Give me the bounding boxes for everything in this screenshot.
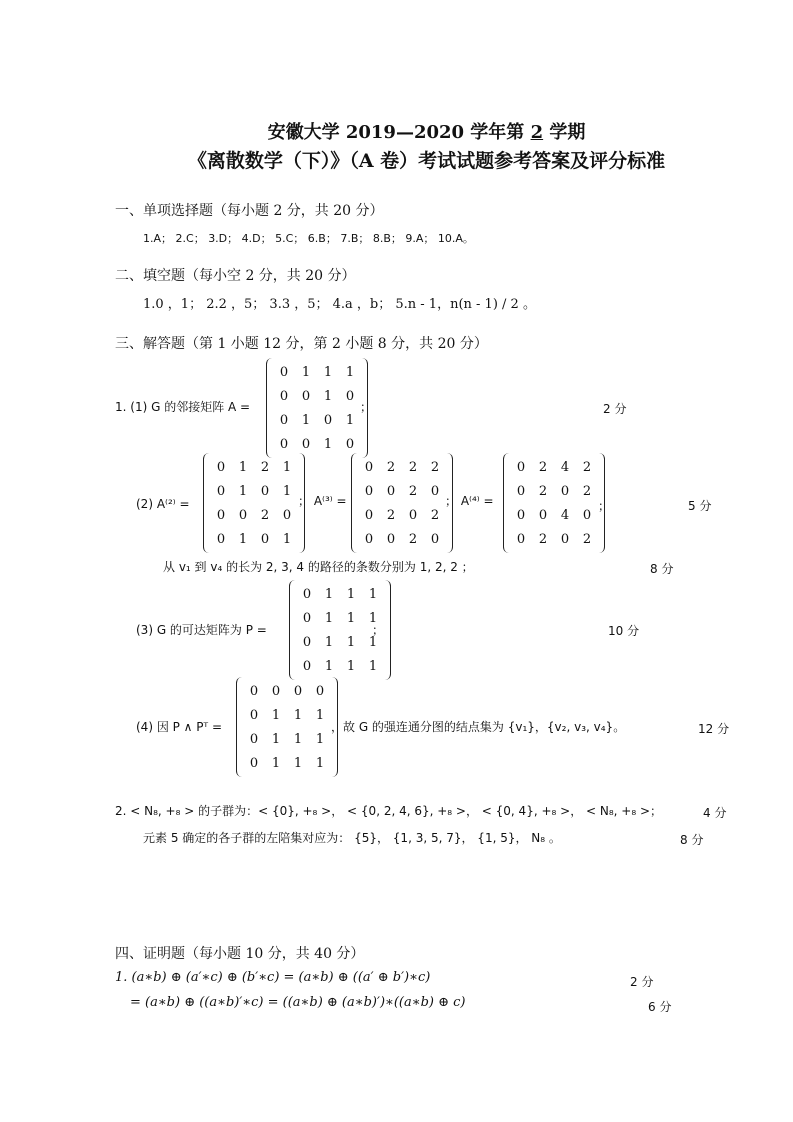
title-suffix: 学期 (549, 122, 586, 143)
matrix-cell: 2 (430, 507, 440, 523)
matrix-cell: 0 (260, 531, 270, 547)
proof-line-1: 1. (a∗b) ⊕ (a′∗c) ⊕ (b′∗c) = (a∗b) ⊕ ((a′ ⊕ b′)∗c) (115, 970, 431, 985)
matrix-cell: 2 (538, 531, 548, 547)
matrix-cell: 1 (315, 755, 325, 771)
q1-2-label4: ； A⁽⁴⁾ = (445, 494, 494, 508)
matrix-cell: 1 (346, 658, 356, 674)
matrix-cell: 0 (516, 483, 526, 499)
matrix-cell: 1 (345, 364, 355, 380)
matrix-cell: 1 (324, 610, 334, 626)
matrix-cell: 2 (260, 507, 270, 523)
matrix-cell: 1 (323, 436, 333, 452)
matrix-cell: 1 (271, 755, 281, 771)
matrix-cell: 1 (238, 531, 248, 547)
matrix-cell: 0 (301, 388, 311, 404)
matrix-cell: 0 (560, 483, 570, 499)
adjacency-matrix (266, 358, 368, 458)
matrix-cell: 0 (302, 658, 312, 674)
matrix-cell: 0 (323, 412, 333, 428)
matrix-cell: 0 (279, 364, 289, 380)
q2-1-score: 4 分 (703, 806, 727, 820)
matrix-cell: 0 (249, 755, 259, 771)
matrix-cell: 2 (408, 459, 418, 475)
q1-2-tail: ； (598, 499, 611, 513)
matrix-cell: 1 (346, 610, 356, 626)
matrix-cell: 2 (582, 531, 592, 547)
title-prefix: 安徽大学 2019—2020 学年第 (267, 122, 525, 143)
matrix-cell: 0 (249, 707, 259, 723)
matrix-cell: 2 (538, 459, 548, 475)
matrix-cell: 0 (516, 459, 526, 475)
matrix-cell: 1 (368, 658, 378, 674)
matrix-cell: 0 (430, 531, 440, 547)
q1-4-score: 12 分 (698, 722, 730, 736)
q1-3-tail: ； (372, 623, 385, 637)
matrix-cell: 2 (408, 483, 418, 499)
matrix-cell: 4 (560, 507, 570, 523)
matrix-cell: 0 (260, 483, 270, 499)
matrix-cell: 0 (216, 531, 226, 547)
matrix-a4 (503, 453, 605, 553)
section2-heading: 二、填空题（每小空 2 分，共 20 分） (115, 268, 356, 284)
section1-heading: 一、单项选择题（每小题 2 分，共 20 分） (115, 203, 384, 219)
matrix-cell: 2 (386, 459, 396, 475)
matrix-cell: 0 (293, 683, 303, 699)
q1-4-label: (4) 因 P ∧ Pᵀ = (136, 720, 222, 734)
matrix-cell: 1 (282, 459, 292, 475)
title-term: 2 (530, 122, 544, 143)
matrix-cell: 1 (346, 634, 356, 650)
matrix-cell: 1 (238, 483, 248, 499)
matrix-cell: 0 (249, 683, 259, 699)
matrix-cell: 0 (386, 483, 396, 499)
section3-heading: 三、解答题（第 1 小题 12 分，第 2 小题 8 分，共 20 分） (115, 336, 488, 352)
matrix-cell: 1 (323, 388, 333, 404)
matrix-cell: 0 (249, 731, 259, 747)
q2-cosets: 元素 5 确定的各子群的左陪集对应为： {5}， {1, 3, 5, 7}， {1, 5}， N₈ 。 (143, 831, 561, 845)
matrix-a3 (351, 453, 453, 553)
q1-3-label: (3) G 的可达矩阵为 P = (136, 623, 267, 637)
matrix-cell: 0 (279, 436, 289, 452)
matrix-cell: 1 (301, 364, 311, 380)
matrix-cell: 1 (324, 658, 334, 674)
q1-2b-score: 8 分 (650, 562, 674, 576)
q2-2-score: 8 分 (680, 833, 704, 847)
matrix-cell: 2 (430, 459, 440, 475)
matrix-cell: 1 (315, 731, 325, 747)
matrix-cell: 1 (346, 586, 356, 602)
matrix-cell: 1 (368, 610, 378, 626)
matrix-cell: 0 (216, 483, 226, 499)
matrix-cell: 0 (271, 683, 281, 699)
matrix-cell: 1 (324, 634, 334, 650)
matrix-cell: 1 (293, 755, 303, 771)
matrix-cell: 0 (582, 507, 592, 523)
matrix-cell: 0 (345, 436, 355, 452)
matrix-cell: 2 (582, 459, 592, 475)
matrix-cell: 0 (364, 507, 374, 523)
matrix-cell: 0 (238, 507, 248, 523)
matrix-cell: 0 (516, 531, 526, 547)
matrix-cell: 2 (260, 459, 270, 475)
matrix-cell: 1 (282, 531, 292, 547)
matrix-cell: 0 (408, 507, 418, 523)
matrix-cell: 1 (323, 364, 333, 380)
matrix-cell: 1 (293, 707, 303, 723)
matrix-cell: 0 (302, 634, 312, 650)
matrix-cell: 0 (345, 388, 355, 404)
section1-answers: 1.A； 2.C； 3.D； 4.D； 5.C； 6.B； 7.B； 8.B； 9.A； 10.A。 (143, 232, 474, 245)
matrix-cell: 1 (238, 459, 248, 475)
q1-4-tail: ，故 G 的强连通分图的结点集为 {v₁}，{v₂, v₃, v₄}。 (331, 720, 626, 734)
matrix-cell: 0 (282, 507, 292, 523)
matrix-cell: 0 (302, 586, 312, 602)
matrix-cell: 0 (216, 459, 226, 475)
matrix-cell: 1 (324, 586, 334, 602)
matrix-cell: 0 (364, 459, 374, 475)
matrix-cell: 2 (386, 507, 396, 523)
q1-1-label: 1. (1) G 的邻接矩阵 A = (115, 400, 251, 414)
q1-3-score: 10 分 (608, 624, 640, 638)
matrix-cell: 1 (271, 731, 281, 747)
matrix-cell: 0 (516, 507, 526, 523)
section2-answers: 1.0 ，1； 2.2 ，5； 3.3 ，5； 4.a ，b； 5.n - 1，n(n - 1) / 2 。 (143, 297, 536, 312)
matrix-cell: 2 (408, 531, 418, 547)
matrix-cell: 0 (538, 507, 548, 523)
matrix-cell: 0 (279, 412, 289, 428)
matrix-cell: 1 (271, 707, 281, 723)
matrix-cell: 0 (301, 436, 311, 452)
matrix-cell: 0 (430, 483, 440, 499)
p-and-pt-matrix (236, 677, 338, 777)
matrix-cell: 1 (368, 586, 378, 602)
matrix-cell: 4 (560, 459, 570, 475)
matrix-cell: 0 (560, 531, 570, 547)
q1-2-score: 5 分 (688, 499, 712, 513)
matrix-cell: 1 (368, 634, 378, 650)
matrix-cell: 0 (279, 388, 289, 404)
q1-1-tail: ； (360, 400, 373, 414)
section4-heading: 四、证明题（每小题 10 分，共 40 分） (115, 946, 365, 962)
exam-subtitle: 《离散数学（下）》（A 卷）考试试题参考答案及评分标准 (187, 150, 666, 172)
path-count-text: 从 v₁ 到 v₄ 的长为 2, 3, 4 的路径的条数分别为 1, 2, 2 ； (163, 560, 474, 574)
matrix-cell: 0 (364, 531, 374, 547)
matrix-cell: 2 (582, 483, 592, 499)
matrix-a2 (203, 453, 305, 553)
matrix-cell: 2 (538, 483, 548, 499)
proof-line-2: = (a∗b) ⊕ ((a∗b)′∗c) = ((a∗b) ⊕ (a∗b)′)∗((a∗b) ⊕ c) (130, 995, 466, 1010)
matrix-cell: 1 (345, 412, 355, 428)
matrix-cell: 1 (315, 707, 325, 723)
q1-2-label3: ； A⁽³⁾ = (298, 494, 347, 508)
matrix-cell: 1 (293, 731, 303, 747)
q1-2-label: (2) A⁽²⁾ = (136, 497, 190, 511)
proof-line-1-score: 2 分 (630, 975, 654, 989)
exam-title (0, 118, 793, 144)
matrix-cell: 1 (282, 483, 292, 499)
proof-line-2-score: 6 分 (648, 1000, 672, 1014)
matrix-cell: 0 (364, 483, 374, 499)
matrix-cell: 0 (315, 683, 325, 699)
matrix-cell: 0 (302, 610, 312, 626)
q2-subgroups: 2. < N₈, +₈ > 的子群为：< {0}, +₈ >， < {0, 2, 4, 6}, +₈ >， < {0, 4}, +₈ >， < N₈, +₈ >； (115, 804, 663, 818)
matrix-cell: 0 (216, 507, 226, 523)
matrix-cell: 0 (386, 531, 396, 547)
matrix-cell: 1 (301, 412, 311, 428)
q1-1-score: 2 分 (603, 402, 627, 416)
